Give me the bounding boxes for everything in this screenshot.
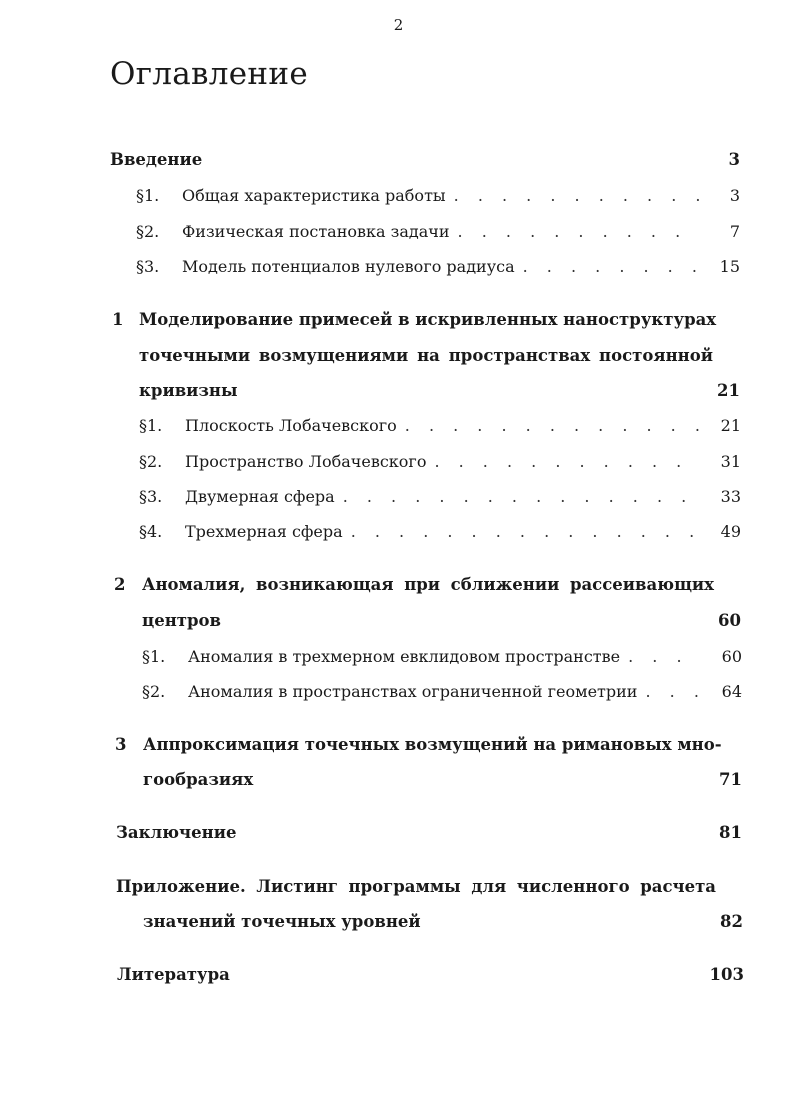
dot-leader [628, 647, 702, 667]
section-number: §4. [139, 522, 163, 541]
toc-intro-title[interactable]: Введение [110, 150, 203, 169]
toc-chapter1-page: 21 [717, 381, 740, 400]
toc-chapter1-number: 1 [112, 310, 124, 329]
toc-chapter2-number: 2 [114, 575, 126, 594]
toc-chapter1-title-line1[interactable]: Моделирование примесей в искривленных наноструктурах [139, 310, 717, 329]
section-title: Модель потенциалов нулевого радиуса [182, 257, 515, 276]
section-page: 15 [719, 257, 740, 276]
dot-leader [434, 452, 701, 472]
dot-leader [523, 257, 700, 277]
section-number: §1. [136, 186, 160, 205]
toc-chapter3-page: 71 [719, 770, 742, 789]
section-number: §2. [139, 452, 163, 471]
toc-chapter1-section-4[interactable] [139, 522, 741, 542]
section-number: §3. [139, 487, 163, 506]
dot-leader [454, 186, 700, 206]
toc-chapter2-page: 60 [718, 611, 741, 630]
page-title: Оглавление [110, 56, 308, 92]
toc-appendix-title-line2[interactable]: значений точечных уровней [143, 912, 421, 931]
section-title: Аномалия в пространствах ограниченной геометрии [188, 682, 638, 701]
section-page: 49 [720, 522, 741, 541]
dot-leader [343, 487, 701, 507]
toc-chapter3-title-line1[interactable]: Аппроксимация точечных возмущений на римановых мно- [143, 735, 722, 754]
toc-chapter2-title-line1[interactable]: Аномалия, возникающая при сближении рассеивающих [142, 575, 714, 594]
toc-intro-page: 3 [728, 150, 740, 169]
toc-conclusion-title[interactable]: Заключение [116, 823, 237, 842]
toc-chapter3-number: 3 [115, 735, 127, 754]
toc-chapter1-title-line3[interactable]: кривизны [139, 381, 238, 400]
section-page: 64 [721, 682, 742, 701]
toc-intro-section-2[interactable] [136, 222, 740, 242]
toc-appendix-title-line1[interactable]: Приложение. Листинг программы для численного расчета [116, 877, 716, 896]
section-page: 33 [720, 487, 741, 506]
toc-conclusion-page: 81 [719, 823, 742, 842]
toc-chapter2-section-2[interactable] [142, 682, 742, 702]
section-number: §2. [136, 222, 160, 241]
toc-literature-page: 103 [709, 965, 744, 984]
section-title: Двумерная сфера [185, 487, 335, 506]
toc-chapter3-title-line2[interactable]: гообразиях [143, 770, 254, 789]
toc-chapter1-section-3[interactable] [139, 487, 741, 507]
dot-leader [351, 522, 701, 542]
section-title: Пространство Лобачевского [185, 452, 427, 471]
dot-leader [405, 416, 701, 436]
section-title: Физическая постановка задачи [182, 222, 450, 241]
section-number: §3. [136, 257, 160, 276]
section-page: 7 [729, 222, 740, 241]
section-title: Аномалия в трехмерном евклидовом пространстве [188, 647, 621, 666]
section-page: 60 [721, 647, 742, 666]
section-number: §1. [142, 647, 166, 666]
section-page: 31 [720, 452, 741, 471]
toc-chapter2-section-1[interactable] [142, 647, 742, 667]
section-page: 21 [720, 416, 741, 435]
toc-intro-section-3[interactable] [136, 257, 740, 277]
page-number: 2 [393, 16, 404, 34]
toc-chapter1-section-2[interactable] [139, 452, 741, 472]
section-page: 3 [729, 186, 740, 205]
section-number: §2. [142, 682, 166, 701]
section-title: Плоскость Лобачевского [185, 416, 397, 435]
section-title: Общая характеристика работы [182, 186, 446, 205]
toc-chapter1-title-line2[interactable]: точечными возмущениями на пространствах постоянной [139, 346, 713, 365]
toc-chapter2-title-line2[interactable]: центров [142, 611, 221, 630]
toc-chapter1-section-1[interactable] [139, 416, 741, 436]
toc-intro-section-1[interactable] [136, 186, 740, 206]
section-title: Трехмерная сфера [185, 522, 343, 541]
toc-appendix-page: 82 [720, 912, 743, 931]
toc-literature-title[interactable]: Литература [117, 965, 230, 984]
dot-leader [645, 682, 702, 702]
dot-leader [458, 222, 700, 242]
section-number: §1. [139, 416, 163, 435]
